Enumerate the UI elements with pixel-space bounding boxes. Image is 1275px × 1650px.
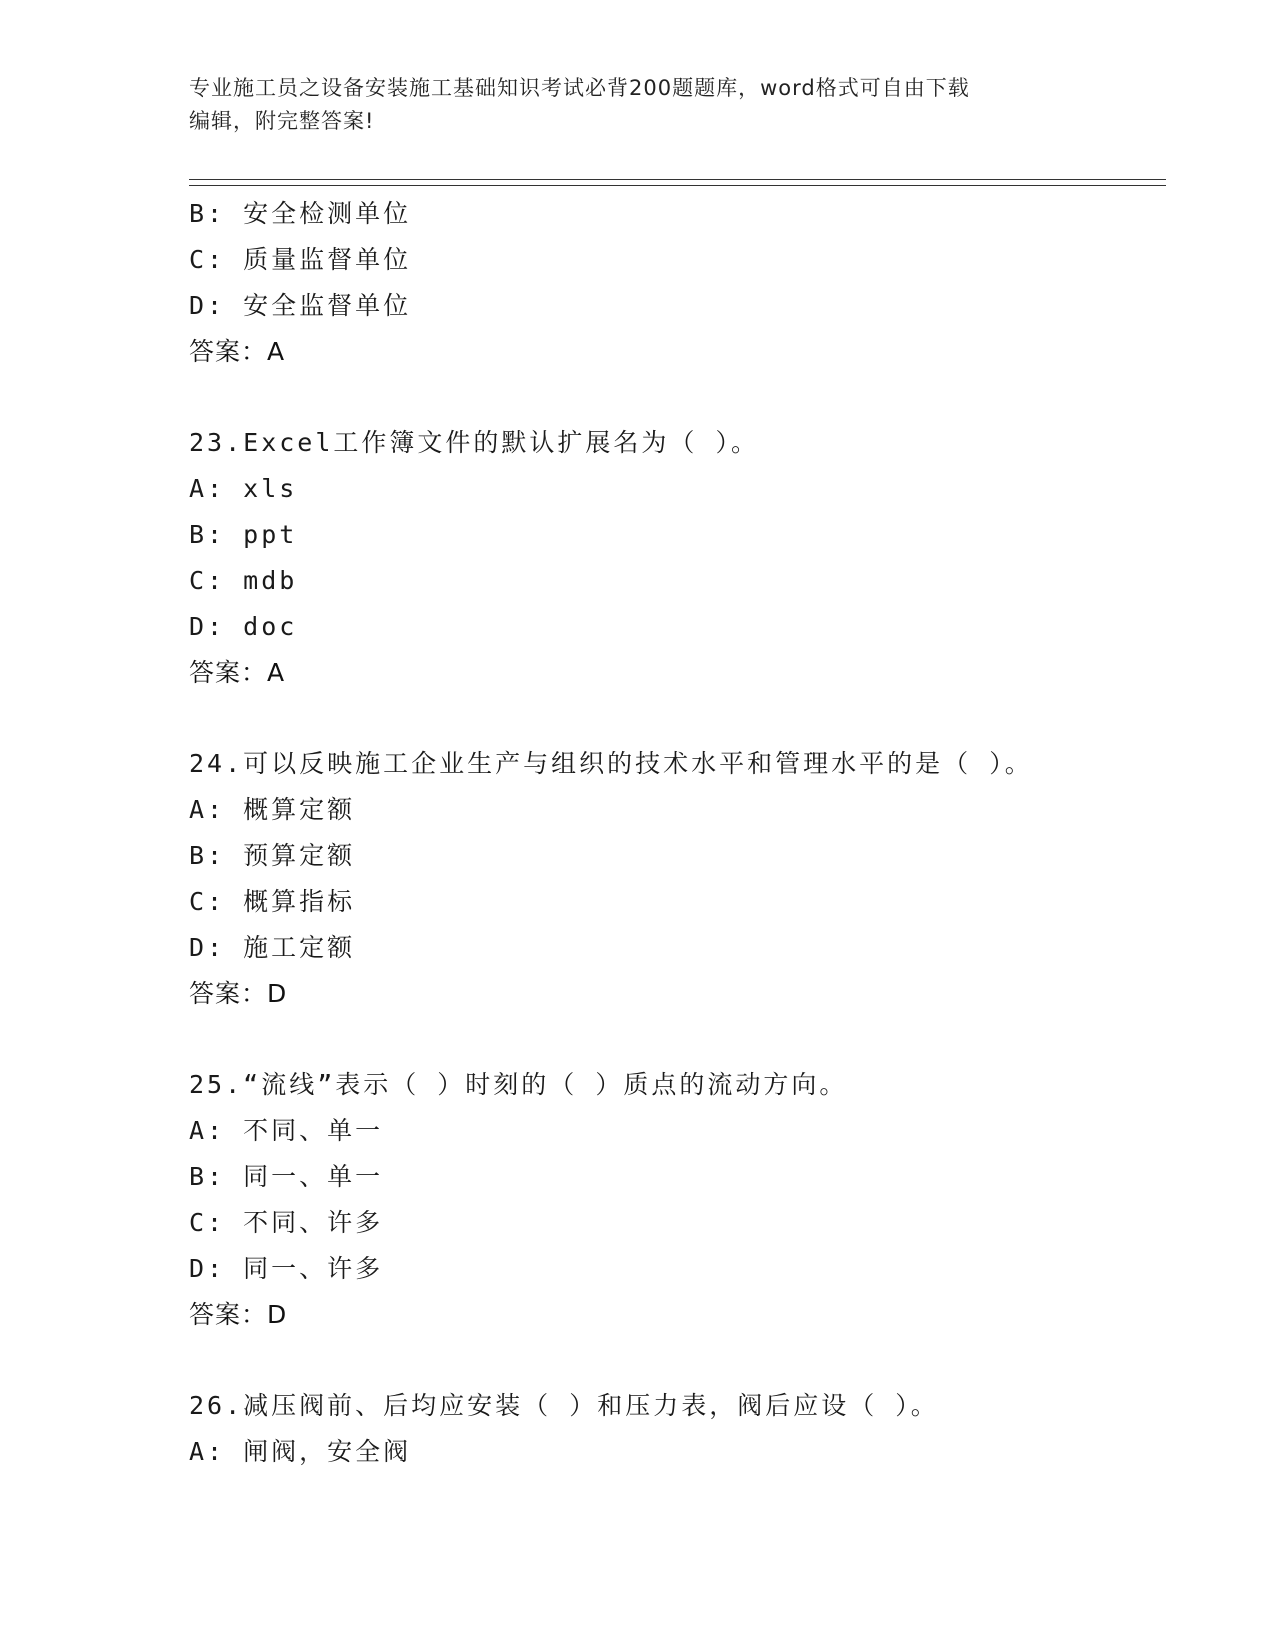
option-c: C: 质量监督单位: [189, 245, 412, 274]
option-a: A: 不同、单一: [189, 1116, 384, 1145]
option-a: A: 闸阀，安全阀: [189, 1437, 412, 1466]
answer: 答案：D: [189, 979, 288, 1008]
question-25: [189, 1062, 1169, 1338]
answer: 答案：A: [189, 658, 286, 687]
header-divider-top: [189, 179, 1166, 180]
option-d: D: 安全监督单位: [189, 291, 412, 320]
header-title-line-1: 专业施工员之设备安装施工基础知识考试必背200题题库，word格式可自由下载: [189, 76, 970, 100]
option-b: B: 安全检测单位: [189, 199, 412, 228]
question-spacer: [189, 1017, 1169, 1062]
answer: 答案：A: [189, 337, 286, 366]
question-23: [189, 420, 1169, 696]
answer: 答案：D: [189, 1300, 288, 1329]
question-spacer: [189, 375, 1169, 420]
option-c: C: mdb: [189, 566, 298, 595]
question-text: 23.Excel工作簿文件的默认扩展名为（ ）。: [189, 428, 759, 457]
option-b: B: 同一、单一: [189, 1162, 384, 1191]
question-26: [189, 1383, 1169, 1475]
question-text: 24.可以反映施工企业生产与组织的技术水平和管理水平的是（ ）。: [189, 749, 1033, 778]
option-c: C: 概算指标: [189, 887, 356, 916]
question-list: [189, 191, 1169, 1475]
option-a: A: 概算定额: [189, 795, 356, 824]
option-a: A: xls: [189, 474, 298, 503]
document-header: [189, 72, 1089, 138]
header-divider-bottom: [189, 185, 1166, 186]
option-b: B: 预算定额: [189, 841, 356, 870]
option-d: D: 施工定额: [189, 933, 356, 962]
question-spacer: [189, 696, 1169, 741]
option-d: D: 同一、许多: [189, 1254, 384, 1283]
option-d: D: doc: [189, 612, 298, 641]
header-title-line-2: 编辑，附完整答案!: [189, 109, 375, 133]
question-22-tail: [189, 191, 1169, 375]
question-text: 26.减压阀前、后均应安装（ ）和压力表，阀后应设（ ）。: [189, 1391, 939, 1420]
question-24: [189, 741, 1169, 1017]
question-spacer: [189, 1338, 1169, 1383]
option-b: B: ppt: [189, 520, 298, 549]
question-text: 25.“流线”表示（ ）时刻的（ ）质点的流动方向。: [189, 1070, 848, 1099]
option-c: C: 不同、许多: [189, 1208, 384, 1237]
